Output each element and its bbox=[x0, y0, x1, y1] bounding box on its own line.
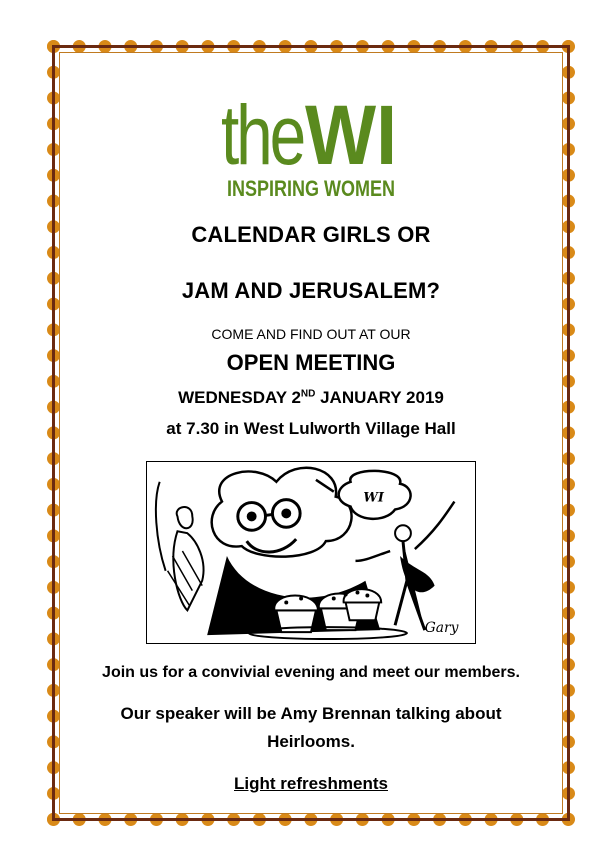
logo-wi-text: WI bbox=[305, 88, 397, 182]
cartoon-signature: Gary bbox=[424, 620, 459, 637]
event-name: OPEN MEETING bbox=[226, 350, 396, 375]
heading-line-1: CALENDAR GIRLS OR bbox=[191, 222, 431, 247]
date-rest: JANUARY 2019 bbox=[315, 388, 444, 407]
refreshments-text: Light refreshments bbox=[234, 774, 388, 793]
speaker-line-1: Our speaker will be Amy Brennan talking about bbox=[120, 704, 502, 723]
speaker-line-2: Heirlooms. bbox=[267, 732, 355, 751]
heading-line-2: JAM AND JERUSALEM? bbox=[181, 278, 441, 303]
logo-tagline: INSPIRING WOMEN bbox=[227, 176, 395, 201]
wi-logo bbox=[221, 72, 401, 202]
intro-text: COME AND FIND OUT AT OUR bbox=[211, 326, 411, 342]
event-date bbox=[62, 388, 560, 408]
cartoon-illustration bbox=[146, 461, 476, 644]
logo-the-text: the bbox=[221, 88, 304, 182]
date-prefix: WEDNESDAY 2 bbox=[178, 388, 301, 407]
join-text: Join us for a convivial evening and meet our members. bbox=[102, 664, 520, 681]
time-place: at 7.30 in West Lulworth Village Hall bbox=[166, 419, 456, 438]
teapot-wi-text: WI bbox=[363, 490, 384, 506]
date-suffix: ND bbox=[300, 388, 316, 400]
